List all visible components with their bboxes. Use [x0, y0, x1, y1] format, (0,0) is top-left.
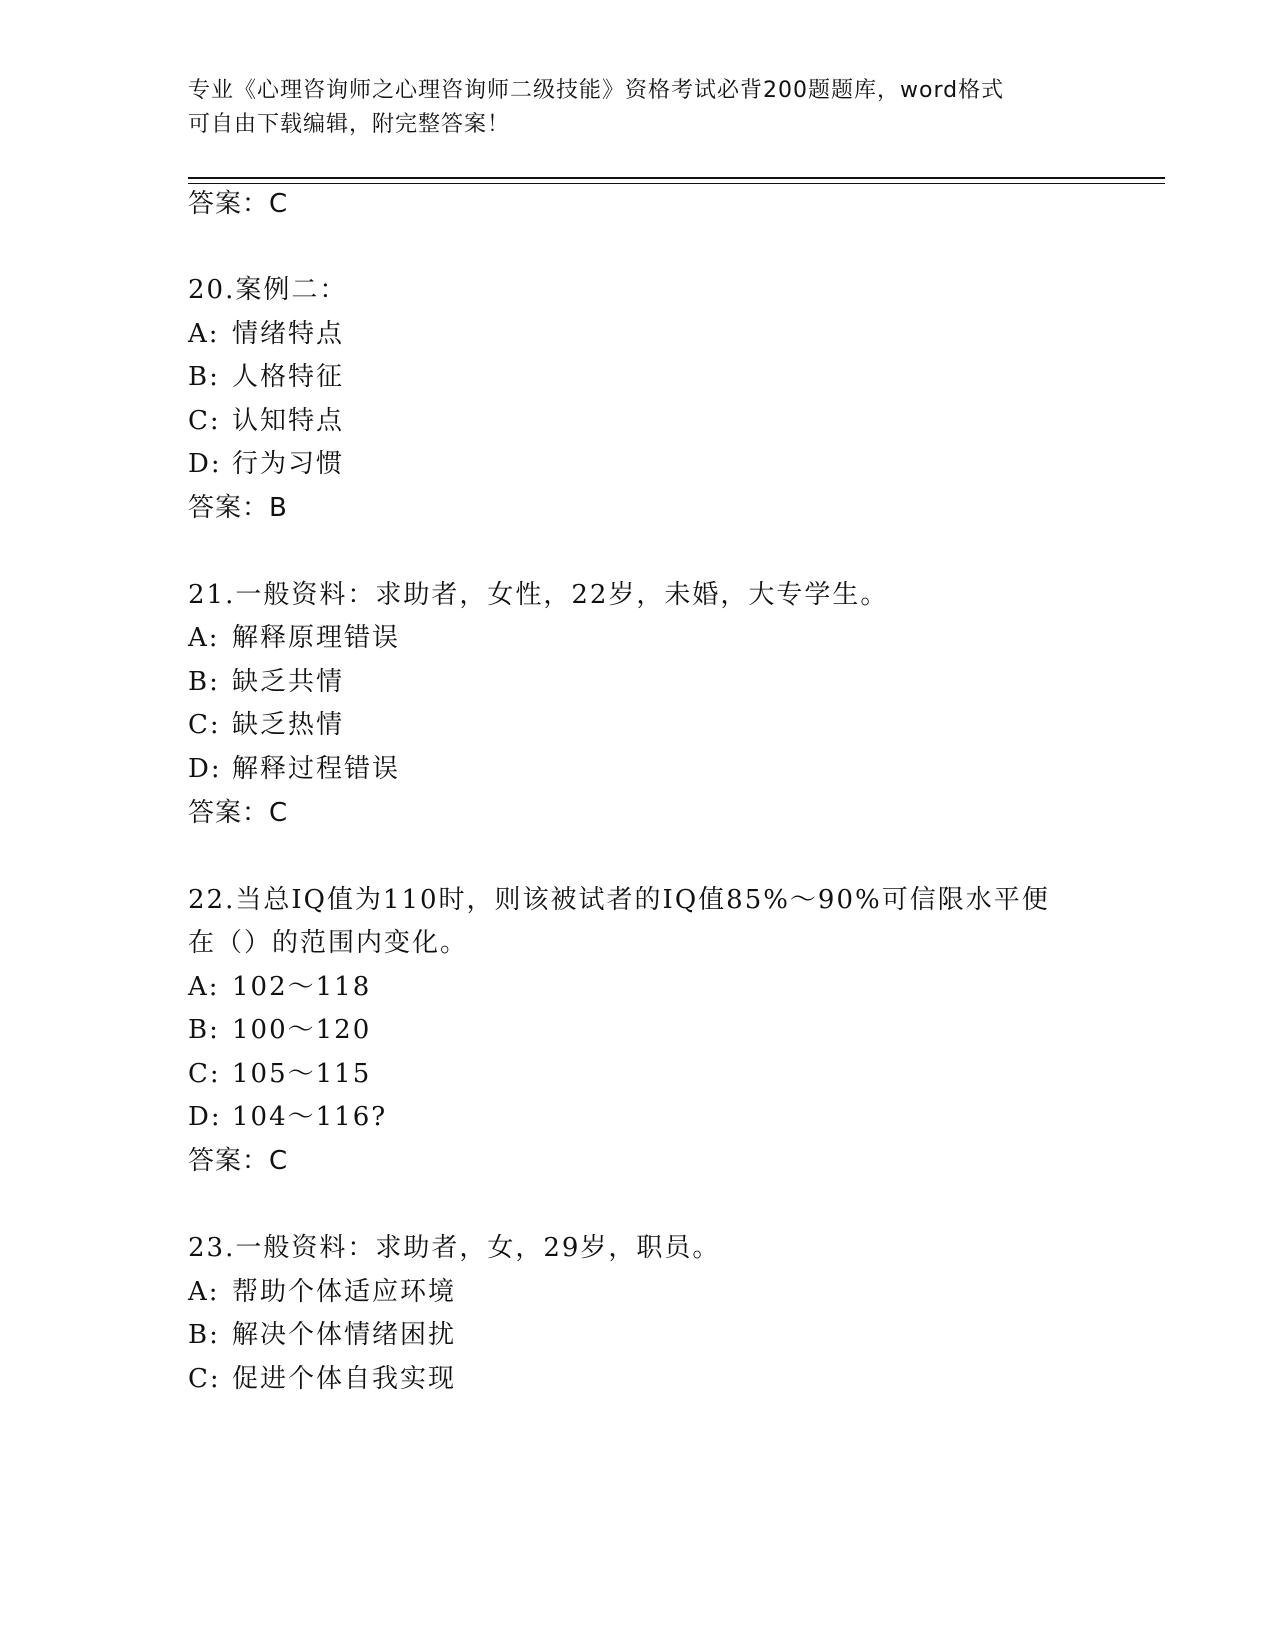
option-label: C: [188, 710, 221, 740]
option-text: 解释原理错误 [232, 623, 401, 653]
option-text: 情绪特点 [232, 319, 345, 349]
answer-line: 答案：C [188, 189, 289, 219]
option-label: D: [188, 754, 222, 784]
document-header [188, 74, 1088, 142]
option-text: 104～116? [232, 1102, 388, 1132]
question-stem: 21.一般资料：求助者，女性，22岁，未婚，大专学生。 [188, 580, 889, 610]
option-text: 解释过程错误 [232, 754, 401, 784]
option-label: A: [188, 1277, 220, 1307]
option-label: A: [188, 623, 220, 653]
option-c [188, 1057, 371, 1091]
question-stem: 20.案例二： [188, 275, 348, 305]
option-b [188, 1318, 456, 1352]
question-stem: 23.一般资料：求助者，女，29岁，职员。 [188, 1233, 721, 1263]
option-label: B: [188, 362, 220, 392]
option-a [188, 970, 371, 1004]
option-text: 解决个体情绪困扰 [232, 1320, 457, 1350]
question-stem: 22.当总IQ值为110时，则该被试者的IQ值85%～90%可信限水平便 [188, 885, 1050, 915]
option-label: D: [188, 1102, 222, 1132]
option-text: 行为习惯 [232, 449, 345, 479]
option-text: 105～115 [232, 1059, 372, 1089]
option-label: A: [188, 319, 220, 349]
option-a [188, 317, 344, 351]
option-label: C: [188, 1059, 221, 1089]
option-text: 促进个体自我实现 [232, 1364, 457, 1394]
option-b [188, 665, 344, 699]
option-b [188, 1013, 371, 1047]
header-line-1: 专业《心理咨询师之心理咨询师二级技能》资格考试必背200题题库，word格式 [188, 78, 1005, 103]
option-c [188, 708, 344, 742]
answer-line: 答案：C [188, 1146, 289, 1176]
option-text: 100～120 [232, 1015, 372, 1045]
option-c [188, 404, 344, 438]
option-text: 帮助个体适应环境 [232, 1277, 457, 1307]
header-line-2: 可自由下载编辑，附完整答案！ [188, 112, 511, 137]
option-a [188, 621, 400, 655]
option-a [188, 1275, 456, 1309]
option-label: C: [188, 406, 221, 436]
question-stem-continued: 在（）的范围内变化。 [188, 928, 469, 958]
option-c [188, 1362, 456, 1396]
option-text: 缺乏热情 [232, 710, 345, 740]
option-text: 人格特征 [232, 362, 345, 392]
option-text: 认知特点 [232, 406, 345, 436]
option-label: C: [188, 1364, 221, 1394]
answer-line: 答案：B [188, 493, 288, 523]
option-text: 缺乏共情 [232, 667, 345, 697]
answer-line: 答案：C [188, 798, 289, 828]
option-label: B: [188, 1015, 220, 1045]
option-label: D: [188, 449, 222, 479]
header-divider-thick [188, 177, 1165, 179]
option-d [188, 752, 400, 786]
option-d [188, 447, 344, 481]
option-text: 102～118 [232, 972, 372, 1002]
header-divider-thin [188, 183, 1165, 184]
option-label: B: [188, 667, 220, 697]
option-label: A: [188, 972, 220, 1002]
option-b [188, 360, 344, 394]
option-d [188, 1100, 387, 1134]
option-label: B: [188, 1320, 220, 1350]
